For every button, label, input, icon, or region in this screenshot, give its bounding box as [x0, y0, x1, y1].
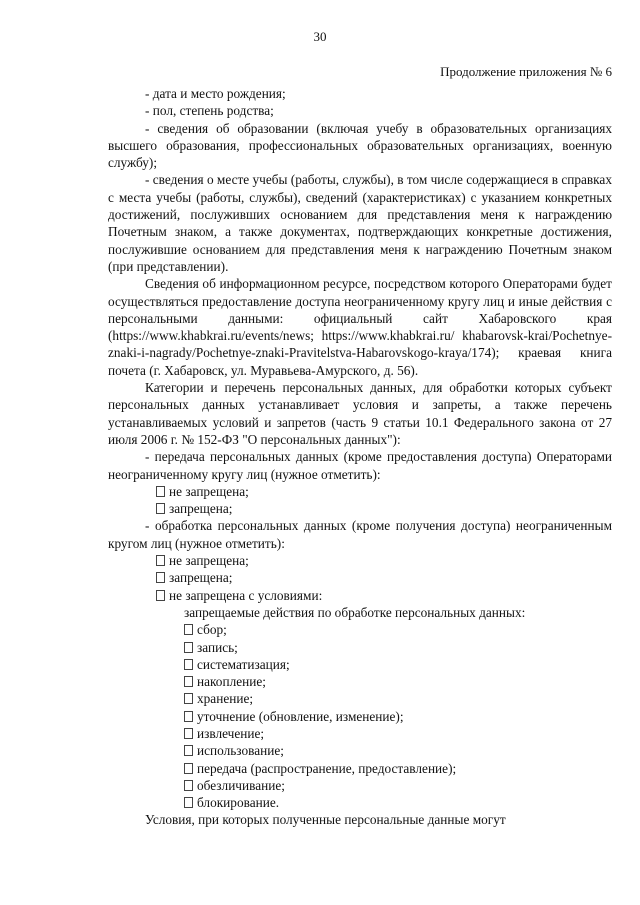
processing-option-not-prohibited[interactable] [108, 552, 612, 569]
action-label: обезличивание; [197, 777, 285, 793]
action-label: накопление; [197, 674, 266, 690]
option-label: не запрещена; [169, 483, 249, 499]
item-gender: - пол, степень родства; [145, 103, 274, 119]
action-depersonalization[interactable] [108, 777, 612, 794]
action-transfer[interactable] [108, 760, 612, 777]
transfer-option-not-prohibited[interactable] [108, 483, 612, 500]
processing-option-prohibited[interactable] [108, 569, 612, 586]
action-label: хранение; [197, 691, 254, 707]
action-label: передача (распространение, предоставление); [197, 760, 457, 776]
transfer-option-prohibited[interactable] [108, 500, 612, 517]
option-label: запрещена; [169, 501, 233, 517]
appendix-note: Продолжение приложения № 6 [440, 64, 612, 79]
action-label: систематизация; [197, 656, 290, 672]
page-number: 30 [313, 29, 327, 44]
document-body [108, 85, 612, 829]
checkbox-icon[interactable] [184, 711, 193, 722]
processing-option-with-conditions[interactable] [108, 587, 612, 604]
checkbox-icon[interactable] [156, 572, 165, 583]
item-education: - сведения об образовании (включая учебу в образовательных организациях высшего образования, профессиональных образовательных организациях, военную службу); [108, 120, 612, 171]
action-label: использование; [197, 743, 284, 759]
action-extraction[interactable] [108, 725, 612, 742]
checkbox-icon[interactable] [184, 745, 193, 756]
checkbox-icon[interactable] [184, 624, 193, 635]
action-label: уточнение (обновление, изменение); [197, 708, 404, 724]
action-label: сбор; [197, 622, 227, 638]
action-accumulation[interactable] [108, 673, 612, 690]
action-clarification[interactable] [108, 708, 612, 725]
action-blocking[interactable] [108, 794, 612, 811]
action-usage[interactable] [108, 742, 612, 759]
checkbox-icon[interactable] [184, 642, 193, 653]
action-label: извлечение; [197, 725, 265, 741]
item-birth: - дата и место рождения; [145, 86, 286, 101]
checkbox-icon[interactable] [184, 797, 193, 808]
checkbox-icon[interactable] [184, 763, 193, 774]
action-collection[interactable] [108, 621, 612, 638]
action-systematization[interactable] [108, 656, 612, 673]
checkbox-icon[interactable] [156, 555, 165, 566]
paragraph-conditions: Условия, при которых полученные персональные данные могут [145, 812, 506, 828]
action-recording[interactable] [108, 639, 612, 656]
checkbox-icon[interactable] [156, 486, 165, 497]
checkbox-icon[interactable] [184, 693, 193, 704]
paragraph-transfer: - передача персональных данных (кроме предоставления доступа) Операторами неограниченному кругу лиц (нужное отметить): [108, 449, 612, 482]
prohibited-actions-label: запрещаемые действия по обработке персональных данных: [184, 604, 526, 620]
action-label: запись; [197, 639, 238, 655]
action-storage[interactable] [108, 690, 612, 707]
option-label: запрещена; [169, 570, 233, 586]
paragraph-categories: Категории и перечень персональных данных, для обработки которых субъект персональных данных устанавливает условия и запреты, а также перечень устанавливаемых условий и запретов (часть 9 статьи 10.1 Федерального закона от 27 июля 2006 г. № 152-ФЗ "О персональных данных"): [108, 380, 612, 447]
checkbox-icon[interactable] [184, 676, 193, 687]
checkbox-icon[interactable] [184, 659, 193, 670]
option-label: не запрещена; [169, 553, 249, 569]
option-label: не запрещена с условиями: [169, 587, 323, 603]
action-label: блокирование. [197, 795, 280, 811]
paragraph-info-resource: Сведения об информационном ресурсе, посредством которого Операторами будет осуществляться предоставление доступа неограниченному кругу лиц и иные действия с персональными данными: официальный сайт Хабаровского края (https://www.khabkrai.ru/events/news; https://www.khabkrai.ru/ khabarovsk-krai/Pochetnye-znaki-i-nagrady/Pochetnye-znaki-Pravitelstva-Habarovskogo-kraya/174); краевая книга почета (г. Хабаровск, ул. Муравьева-Амурского, д. 56). [108, 276, 612, 378]
paragraph-processing: - обработка персональных данных (кроме получения доступа) неограниченным кругом лиц (нужное отметить): [108, 518, 612, 551]
checkbox-icon[interactable] [184, 728, 193, 739]
item-study-place: - сведения о месте учебы (работы, службы), в том числе содержащиеся в справках с места учебы (работы, службы), сведений (характеристиках) с указанием конкретных достижений, послуживших основанием для представления меня к награждению Почетным знаком, а также документах, подтверждающих конкретные достижения, послужившие основанием для представления меня к награждению Почетным знаком (при представлении). [108, 172, 612, 274]
checkbox-icon[interactable] [156, 503, 165, 514]
checkbox-icon[interactable] [156, 590, 165, 601]
checkbox-icon[interactable] [184, 780, 193, 791]
